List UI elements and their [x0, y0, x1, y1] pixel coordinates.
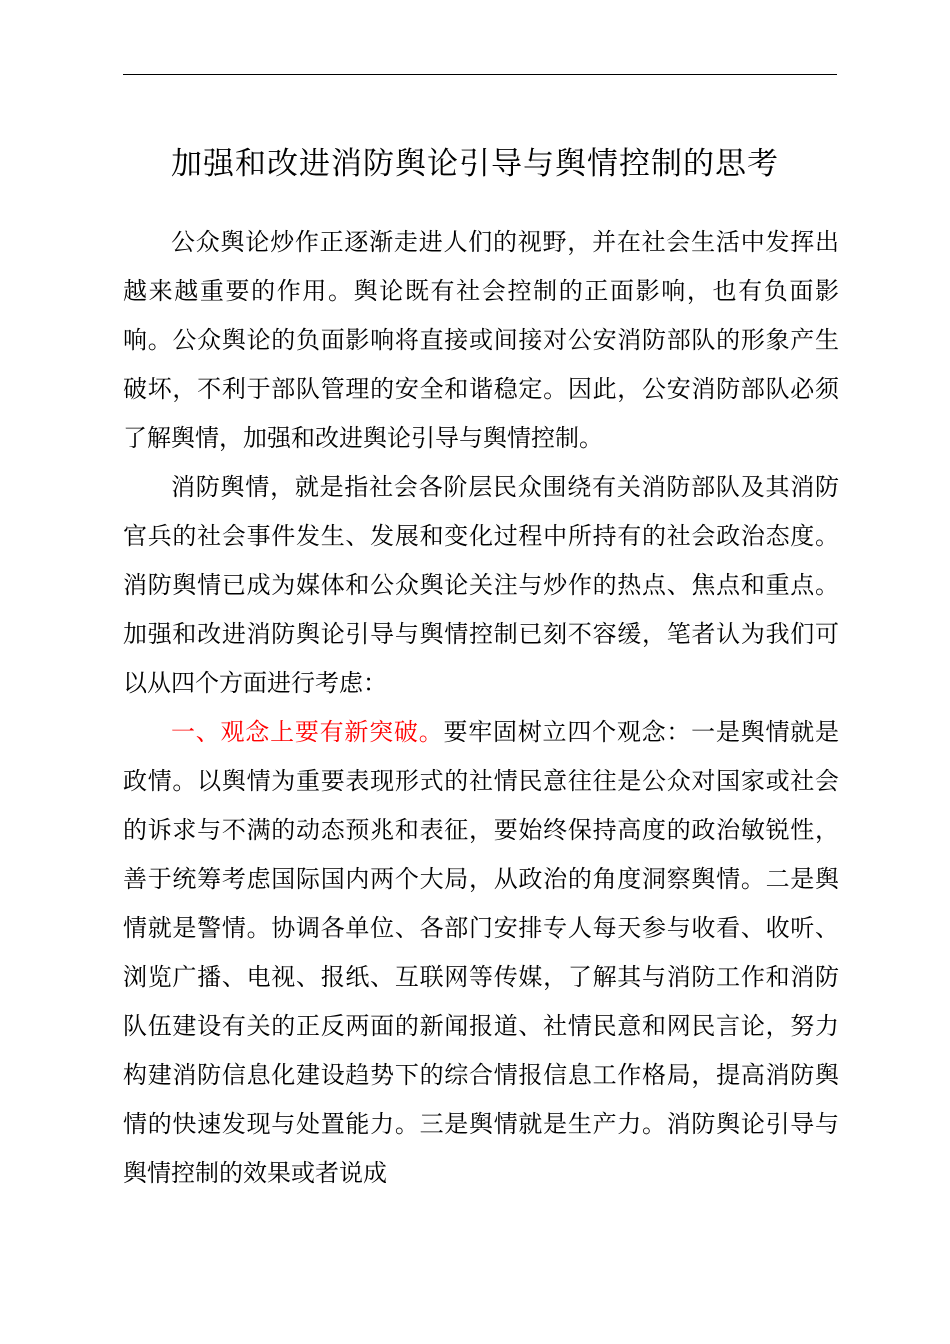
document-title: 加强和改进消防舆论引导与舆情控制的思考: [171, 146, 779, 182]
paragraph-intro: 公众舆论炒作正逐渐走进人们的视野，并在社会生活中发挥出越来越重要的作用。舆论既有社会控制的正面影响，也有负面影响。公众舆论的负面影响将直接或间接对公安消防部队的形象产生破坏，不利于部队管理的安全和谐稳定。因此，公安消防部队必须了解舆情，加强和改进舆论引导与舆情控制。: [123, 228, 839, 452]
paragraph-section-one: [123, 708, 839, 1198]
section-body-text: 要牢固树立四个观念：一是舆情就是政情。以舆情为重要表现形式的社情民意往往是公众对国家或社会的诉求与不满的动态预兆和表征，要始终保持高度的政治敏锐性，善于统筹考虑国际国内两个大局，从政治的角度洞察舆情。二是舆情就是警情。协调各单位、各部门安排专人每天参与收看、收听、浏览广播、电视、报纸、互联网等传媒，了解其与消防工作和消防队伍建设有关的正反两面的新闻报道、社情民意和网民言论，努力构建消防信息化建设趋势下的综合情报信息工作格局，提高消防舆情的快速发现与处置能力。三是舆情就是生产力。消防舆论引导与舆情控制的效果或者说成: [123, 718, 840, 1187]
document-body: [123, 218, 839, 1198]
section-heading: 一、观念上要有新突破。: [171, 718, 444, 746]
header-rule: [123, 74, 837, 75]
paragraph-definition: 消防舆情，就是指社会各阶层民众围绕有关消防部队及其消防官兵的社会事件发生、发展和变化过程中所持有的社会政治态度。消防舆情已成为媒体和公众舆论关注与炒作的热点、焦点和重点。加强和改进消防舆论引导与舆情控制已刻不容缓，笔者认为我们可以从四个方面进行考虑：: [123, 473, 839, 697]
